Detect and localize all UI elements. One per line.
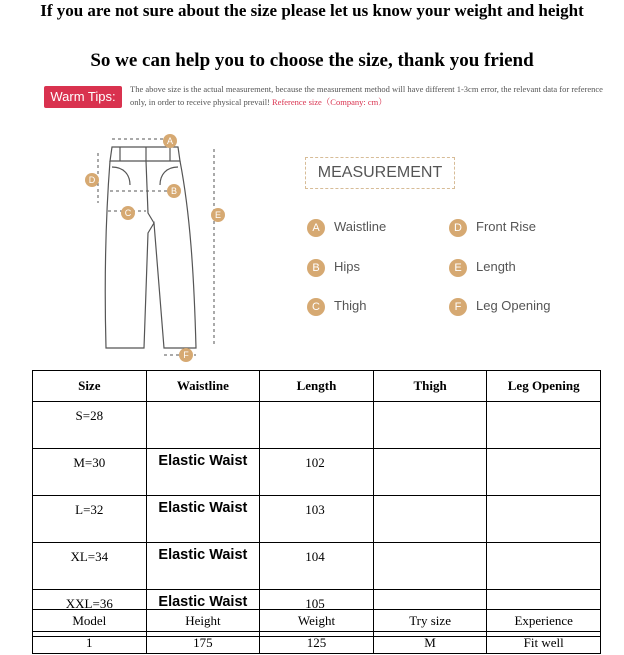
legend-letter: E — [449, 259, 467, 277]
fig-label-d: D — [88, 175, 96, 185]
model-cell-try-size: M — [373, 632, 487, 654]
legend-letter: C — [307, 298, 325, 316]
table-row — [33, 543, 601, 590]
pants-pocket-left — [112, 167, 130, 185]
table-row — [33, 449, 601, 496]
cell-leg-opening — [487, 496, 601, 543]
cell-leg-opening — [487, 402, 601, 449]
legend-label: Front Rise — [476, 219, 536, 234]
model-table — [32, 609, 601, 654]
cell-waistline: Elastic Waist — [146, 590, 260, 637]
size-table-header — [33, 371, 601, 402]
cell-thigh — [373, 543, 487, 590]
warm-tips-badge: Warm Tips: — [44, 86, 122, 108]
measurement-title: MEASUREMENT — [305, 157, 455, 189]
cell-length: 102 — [260, 449, 374, 496]
legend-label: Length — [476, 259, 516, 274]
legend-thigh — [307, 296, 367, 316]
warm-tips-body: The above size is the actual measurement, because the measurement method will have different 1-3cm error, the relevant data for reference only, in order to receive physical prevail! — [130, 84, 603, 107]
cell-leg-opening — [487, 449, 601, 496]
model-table-row — [33, 632, 601, 654]
model-header-try-size: Try size — [373, 610, 487, 632]
model-header-weight: Weight — [260, 610, 374, 632]
cell-length: 105 — [260, 590, 374, 637]
table-row — [33, 496, 601, 543]
cell-waistline: Elastic Waist — [146, 449, 260, 496]
legend-leg-opening — [449, 296, 550, 316]
cell-size: XXL=36 — [33, 590, 147, 637]
legend-waistline — [307, 217, 386, 237]
cell-leg-opening — [487, 543, 601, 590]
fig-label-b: B — [170, 186, 178, 196]
cell-size: L=32 — [33, 496, 147, 543]
table-row — [33, 402, 601, 449]
warm-tips — [44, 83, 604, 115]
cell-waistline: Elastic Waist — [146, 543, 260, 590]
legend-label: Hips — [334, 259, 361, 274]
header-leg-opening: Leg Opening — [487, 371, 601, 402]
header-size: Size — [33, 371, 147, 402]
size-table — [32, 370, 601, 637]
pants-pocket-right — [160, 167, 178, 185]
fig-label-a: A — [166, 136, 174, 146]
cell-waistline: Elastic Waist — [146, 496, 260, 543]
legend-letter: F — [449, 298, 467, 316]
cell-thigh — [373, 449, 487, 496]
model-cell-weight: 125 — [260, 632, 374, 654]
header-waistline: Waistline — [146, 371, 260, 402]
legend-label: Thigh — [334, 298, 367, 313]
header-thigh: Thigh — [373, 371, 487, 402]
pants-outline — [105, 161, 196, 348]
cell-thigh — [373, 402, 487, 449]
legend-label: Leg Opening — [476, 298, 551, 313]
model-header-height: Height — [146, 610, 260, 632]
pants-fly — [146, 161, 154, 223]
cell-length: 103 — [260, 496, 374, 543]
header-length: Length — [260, 371, 374, 402]
header-weight-height: If you are not sure about the size please let us know your weight and height — [40, 1, 584, 20]
model-header-experience: Experience — [487, 610, 601, 632]
cell-size: M=30 — [33, 449, 147, 496]
header-help-size: So we can help you to choose the size, thank you friend — [90, 50, 534, 71]
cell-waistline — [146, 402, 260, 449]
legend-letter: A — [307, 219, 325, 237]
model-table-header — [33, 610, 601, 632]
legend-label: Waistline — [334, 219, 387, 234]
fig-label-f: F — [183, 350, 189, 360]
legend-letter: D — [449, 219, 467, 237]
legend-letter: B — [307, 259, 325, 277]
warm-tips-text — [130, 83, 604, 109]
legend-length — [449, 257, 516, 277]
legend-hips — [307, 257, 360, 277]
cell-length: 104 — [260, 543, 374, 590]
fig-label-c: C — [124, 208, 132, 218]
cell-length — [260, 402, 374, 449]
pants-diagram — [68, 133, 268, 368]
cell-thigh — [373, 496, 487, 543]
model-cell-height: 175 — [146, 632, 260, 654]
model-header-model: Model — [33, 610, 147, 632]
model-cell-experience: Fit well — [487, 632, 601, 654]
model-cell-model: 1 — [33, 632, 147, 654]
cell-size: XL=34 — [33, 543, 147, 590]
cell-size: S=28 — [33, 402, 147, 449]
fig-label-e: E — [214, 210, 222, 220]
legend-front-rise — [449, 217, 536, 237]
reference-size: Reference size（Company: cm） — [272, 97, 387, 107]
